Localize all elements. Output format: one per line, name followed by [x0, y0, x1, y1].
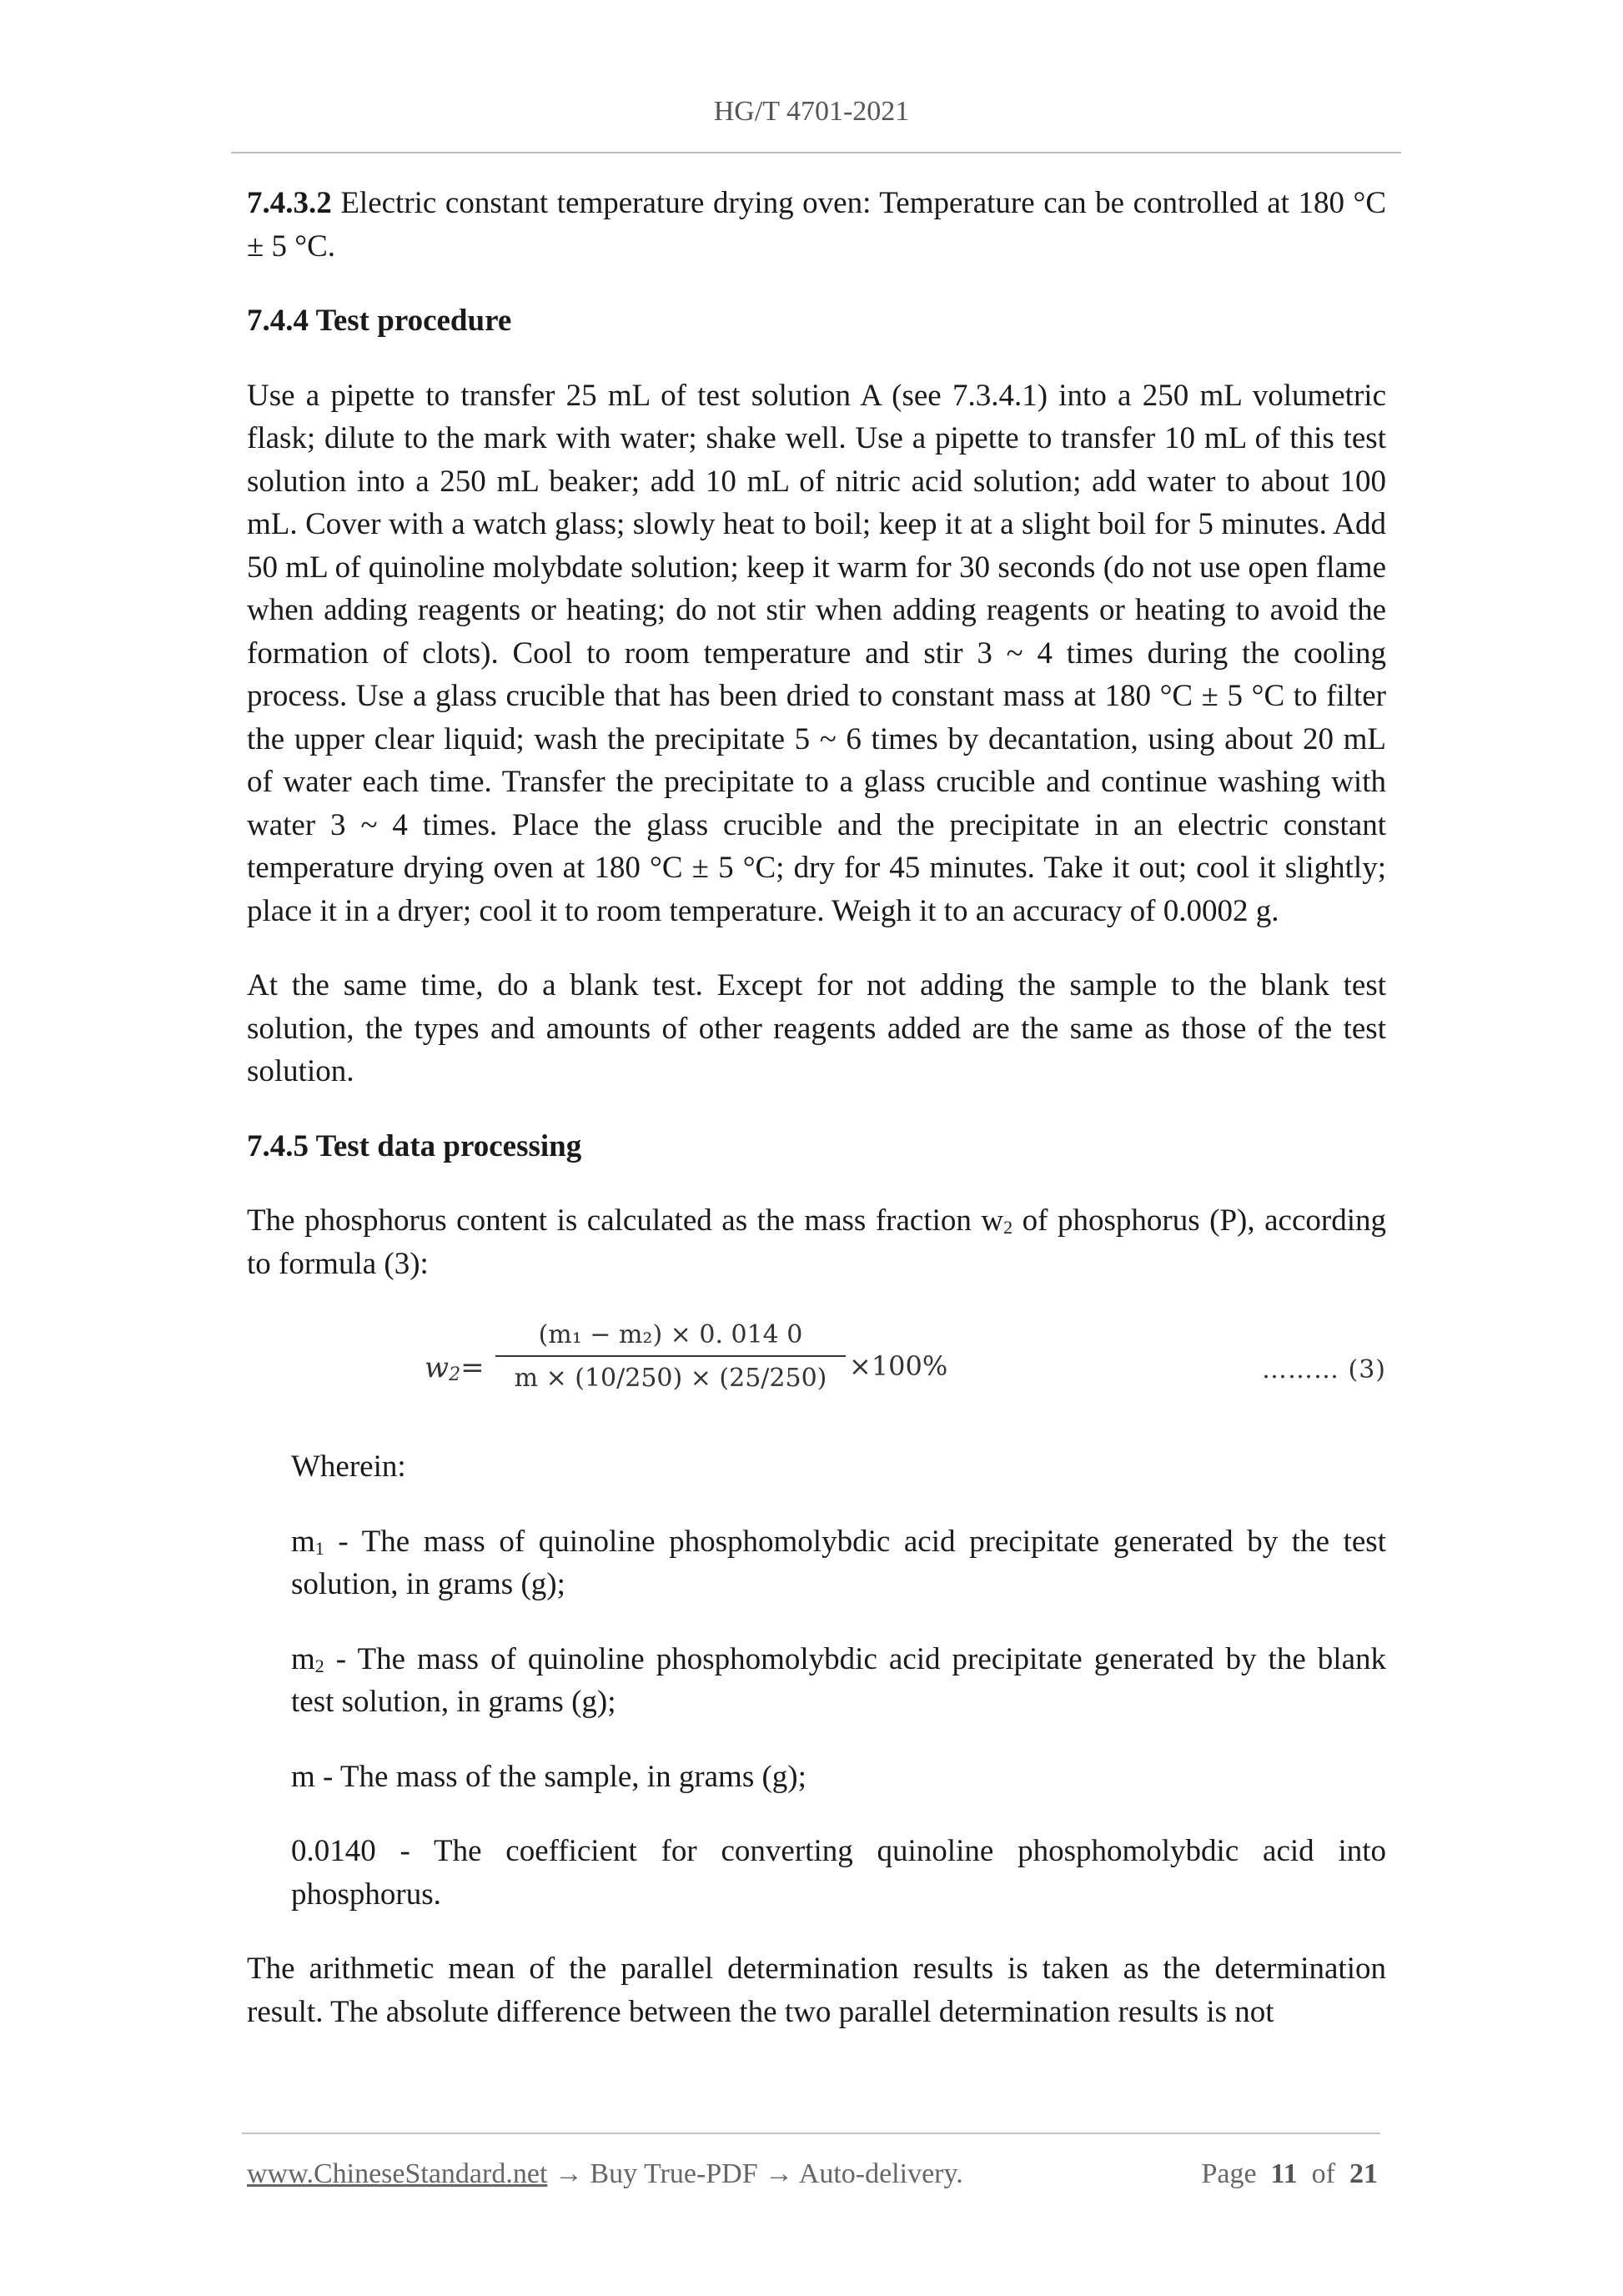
footer	[247, 2158, 1386, 2190]
variable-coefficient: 0.0140 - The coefficient for converting quinoline phosphomolybdic acid into phosphorus.	[291, 1834, 1386, 1912]
formula-intro-paragraph: The phosphorus content is calculated as the mass fraction $w_2$ of phosphorus (P), according to formula (3):	[247, 1203, 1386, 1281]
section-heading-data-processing: 7.4.5 Test data processing	[247, 1128, 582, 1163]
wherein-label: Wherein:	[291, 1449, 406, 1484]
auto-delivery-text: Auto-delivery.	[798, 2158, 963, 2189]
clause-7-4-3-2	[247, 182, 1386, 268]
section-heading-test-procedure: 7.4.4 Test procedure	[247, 304, 512, 338]
variable-m: m - The mass of the sample, in grams (g);	[291, 1759, 806, 1794]
formula-fraction	[495, 1317, 846, 1397]
arrow-right-icon: →	[757, 2158, 799, 2189]
header-divider	[231, 152, 1401, 153]
header-title: HG/T 4701-2021	[713, 96, 910, 127]
formula-denominator: m × (10/250) × (25/250)	[514, 1364, 827, 1393]
blank-test-paragraph: At the same time, do a blank test. Except for not adding the sample to the blank test solution, the types and amounts of other reagents added are the same as those of the test solution.	[247, 968, 1386, 1088]
fraction-bar	[495, 1355, 846, 1357]
current-page: 11	[1270, 2158, 1298, 2189]
clause-number: 7.4.3.2	[247, 186, 332, 220]
buy-true-pdf-text: Buy True-PDF	[590, 2158, 758, 2189]
footer-divider	[242, 2133, 1380, 2134]
formula-3	[247, 1317, 1386, 1417]
formula-number: ……… (3)	[1261, 1355, 1386, 1384]
document-body	[247, 182, 1386, 2065]
closing-paragraph: The arithmetic mean of the parallel determination results is taken as the determination result. The absolute difference between the two parallel determination results is not	[247, 1952, 1386, 2029]
formula-percent: ×100%	[849, 1350, 948, 1382]
page-indicator: Page 11 of 21	[1201, 2158, 1378, 2189]
total-pages: 21	[1349, 2158, 1378, 2189]
formula-numerator: (m₁ − m₂) × 0. 014 0	[538, 1320, 803, 1349]
test-procedure-paragraph: Use a pipette to transfer 25 mL of test solution A (see 7.3.4.1) into a 250 mL volumetric flask; dilute to the mark with water; shake well. Use a pipette to transfer 10 mL of this test solution into a 250 mL beaker; add 10 mL of nitric acid solution; add water to about 100 mL. Cover with a watch glass; slowly heat to boil; keep it at a slight boil for 5 minutes. Add 50 mL of quinoline molybdate solution; keep it warm for 30 seconds (do not use open flame when adding reagents or heating; do not stir when adding reagents or heating to avoid the formation of clots). Cool to room temperature and stir 3 ~ 4 times during the cooling process. Use a glass crucible that has been dried to constant mass at 180 °C ± 5 °C to filter the upper clear liquid; wash the precipitate 5 ~ 6 times by decantation, using about 20 mL of water each time. Transfer the precipitate to a glass crucible and continue washing with water 3 ~ 4 times. Place the glass crucible and the precipitate in an electric constant temperature drying oven at 180 °C ± 5 °C; dry for 45 minutes. Take it out; cool it slightly; place it in a dryer; cool it to room temperature. Weigh it to an accuracy of 0.0002 g.	[247, 378, 1386, 928]
variable-m2: $m_2$ - The mass of quinoline phosphomolybdic acid precipitate generated by the blank test solution, in grams (g);	[291, 1641, 1386, 1719]
clause-text: Electric constant temperature drying oven: Temperature can be controlled at 180 °C ± 5 °C.	[247, 186, 1386, 264]
variable-m1: $m_1$ - The mass of quinoline phosphomolybdic acid precipitate generated by the test solution, in grams (g);	[291, 1524, 1386, 1601]
website-link[interactable]: www.ChineseStandard.net	[247, 2158, 548, 2189]
arrow-right-icon: →	[547, 2158, 590, 2189]
formula-lhs: $w_2=$	[425, 1351, 485, 1385]
